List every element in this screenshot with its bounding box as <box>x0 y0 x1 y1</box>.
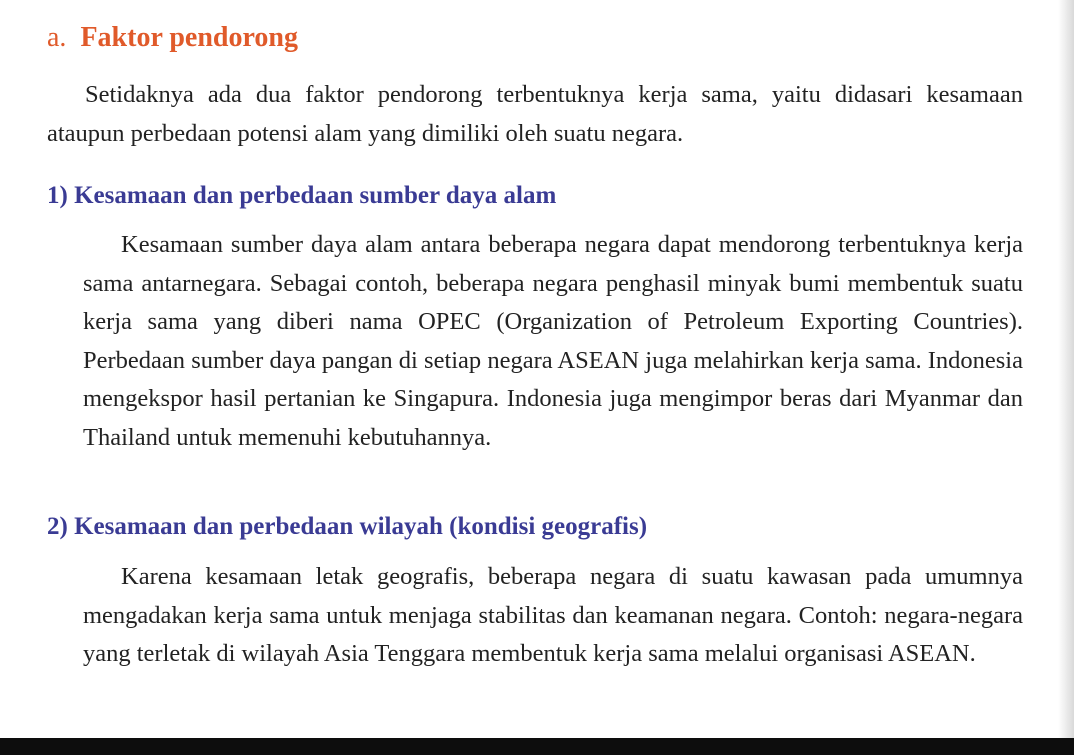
subsection-paragraph-1: Kesamaan sumber daya alam antara beberapa negara dapat mendorong terbentuknya kerja sama antarnegara. Sebagai contoh, beberapa negara penghasil minyak bumi membentuk suatu kerja sama yang diberi nama OPEC (Organization of Petroleum Exporting Countries). Perbedaan sumber daya pangan di setiap negara ASEAN juga melahirkan kerja sama. Indonesia mengekspor hasil pertanian ke Singapura. Indonesia juga mengimpor beras dari Myanmar dan Thailand untuk memenuhi kebutuhannya. <box>83 231 1023 451</box>
bottom-black-bar <box>0 738 1074 755</box>
section-heading <box>47 22 298 54</box>
intro-paragraph: Setidaknya ada dua faktor pendorong terbentuknya kerja sama, yaitu didasari kesamaan ataupun perbedaan potensi alam yang dimiliki oleh suatu negara. <box>47 81 1023 147</box>
subsection-heading-1: 1) Kesamaan dan perbedaan sumber daya alam <box>47 182 557 209</box>
subsection-paragraph-2: Karena kesamaan letak geografis, beberapa negara di suatu kawasan pada umumnya mengadakan kerja sama untuk menjaga stabilitas dan keamanan negara. Contoh: negara-negara yang terletak di wilayah Asia Tenggara membentuk kerja sama melalui organisasi ASEAN. <box>83 563 1023 667</box>
page-edge-shadow <box>1058 0 1074 738</box>
section-marker: a. <box>47 22 67 53</box>
section-title: Faktor pendorong <box>80 22 298 53</box>
subsection-heading-2: 2) Kesamaan dan perbedaan wilayah (kondisi geografis) <box>47 513 648 540</box>
